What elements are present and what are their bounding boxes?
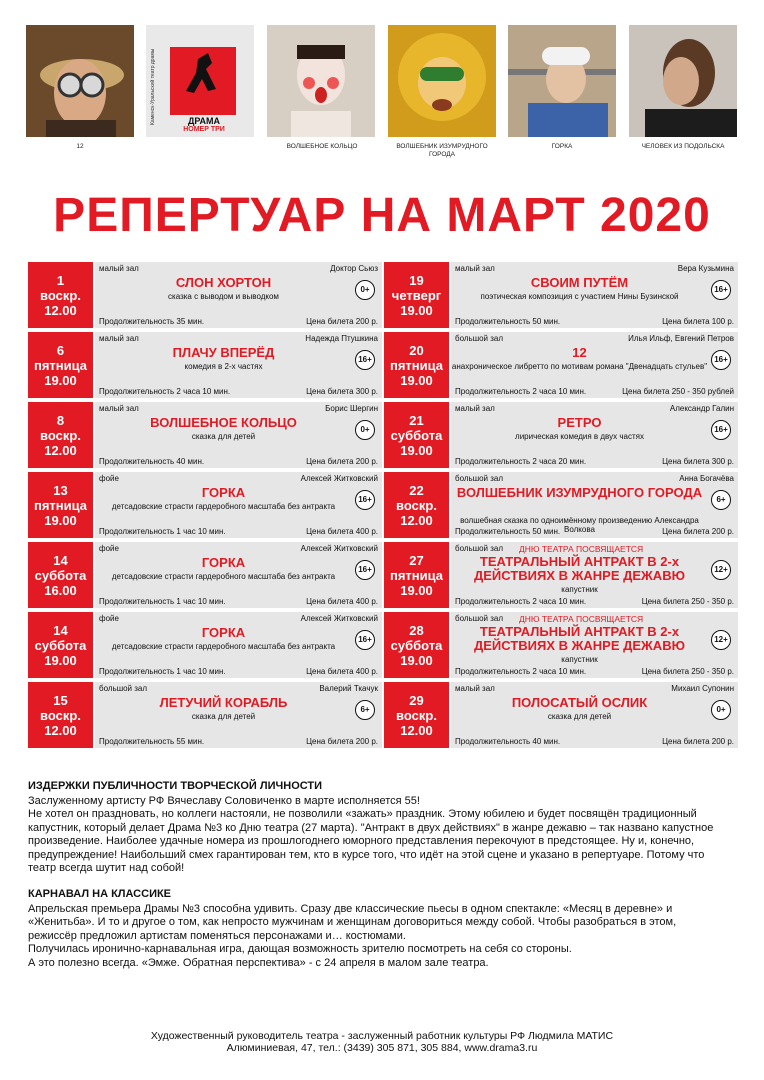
boy-slide-photo bbox=[508, 25, 616, 137]
age-rating-badge: 12+ bbox=[711, 560, 731, 580]
performance-date bbox=[28, 682, 93, 748]
age-rating-badge: 16+ bbox=[711, 350, 731, 370]
date-time: 19.00 bbox=[44, 652, 77, 668]
date-weekday: суббота bbox=[390, 637, 443, 653]
performance-info bbox=[451, 262, 738, 328]
article-paragraph: Получилась иронично-карнавальная игра, дающая возможность зрителю посмотреть на себя со стороны. bbox=[28, 943, 572, 955]
date-weekday: воскр. bbox=[40, 287, 81, 303]
venue-label: фойе bbox=[99, 474, 119, 483]
theatre-logo bbox=[146, 25, 254, 137]
author-label: Михаил Супонин bbox=[671, 684, 734, 693]
age-rating-badge: 16+ bbox=[355, 630, 375, 650]
performance-genre: детсадовские страсти гардеробного масштаба без антракта bbox=[111, 572, 336, 581]
photo-caption-3: ВОЛШЕБНОЕ КОЛЬЦО bbox=[286, 143, 358, 150]
performance-date bbox=[384, 682, 449, 748]
date-weekday: пятница bbox=[33, 497, 88, 513]
price-label: Цена билета 250 - 350 р. bbox=[641, 597, 734, 606]
date-time: 19.00 bbox=[400, 302, 433, 318]
performance-date bbox=[28, 332, 93, 398]
performance-date bbox=[28, 402, 93, 468]
performance-row bbox=[384, 472, 738, 538]
date-weekday: четверг bbox=[391, 287, 442, 303]
performance-genre: поэтическая композиция с участием Нины Бузинской bbox=[480, 292, 679, 301]
performance-date bbox=[384, 472, 449, 538]
date-weekday: пятница bbox=[389, 567, 444, 583]
date-time: 19.00 bbox=[400, 442, 433, 458]
performance-info bbox=[95, 682, 382, 748]
venue-label: малый зал bbox=[455, 404, 495, 413]
performance-info bbox=[451, 472, 738, 538]
footer bbox=[0, 1030, 764, 1054]
date-time: 19.00 bbox=[400, 582, 433, 598]
performance-title: ГОРКА bbox=[201, 625, 246, 640]
date-day: 29 bbox=[409, 692, 424, 708]
price-label: Цена билета 200 р. bbox=[306, 457, 378, 466]
date-weekday: суббота bbox=[34, 637, 87, 653]
date-day: 14 bbox=[53, 552, 68, 568]
date-day: 1 bbox=[56, 272, 65, 288]
price-label: Цена билета 400 р. bbox=[306, 667, 378, 676]
performance-info bbox=[95, 402, 382, 468]
footer-contacts: Алюминиевая, 47, тел.: (3439) 305 871, 305 884, www.drama3.ru bbox=[226, 1042, 538, 1054]
performance-title: ТЕАТРАЛЬНЫЙ АНТРАКТ В 2-х ДЕЙСТВИЯХ В ЖАНРЕ ДЕЖАВЮ bbox=[474, 624, 685, 653]
performance-date bbox=[28, 472, 93, 538]
price-label: Цена билета 300 р. bbox=[662, 457, 734, 466]
performance-title: ВОЛШЕБНОЕ КОЛЬЦО bbox=[150, 415, 297, 430]
age-rating-badge: 6+ bbox=[711, 490, 731, 510]
date-weekday: воскр. bbox=[396, 707, 437, 723]
performance-genre: комедия в 2-х частях bbox=[184, 362, 263, 371]
performance-row bbox=[384, 682, 738, 748]
price-label: Цена билета 200 р. bbox=[306, 317, 378, 326]
duration-label: Продолжительность 40 мин. bbox=[99, 457, 205, 466]
article-anniversary bbox=[28, 780, 728, 876]
performance-info bbox=[451, 402, 738, 468]
performance-genre: сказка с выводом и выводком bbox=[168, 292, 279, 301]
venue-label: малый зал bbox=[455, 684, 495, 693]
performance-title: ГОРКА bbox=[201, 555, 246, 570]
page-title: РЕПЕРТУАР НА МАРТ 2020 bbox=[53, 189, 711, 242]
date-day: 14 bbox=[53, 622, 68, 638]
age-rating-badge: 6+ bbox=[355, 700, 375, 720]
price-label: Цена билета 250 - 350 р. bbox=[641, 667, 734, 676]
performance-row bbox=[28, 472, 382, 538]
venue-label: большой зал bbox=[455, 474, 504, 483]
price-label: Цена билета 200 р. bbox=[306, 737, 378, 746]
performance-title: ВОЛШЕБНИК ИЗУМРУДНОГО ГОРОДА bbox=[456, 485, 703, 500]
performance-date bbox=[384, 332, 449, 398]
performance-info bbox=[95, 262, 382, 328]
performance-row bbox=[28, 682, 382, 748]
author-label: Илья Ильф, Евгений Петров bbox=[628, 334, 734, 343]
date-time: 12.00 bbox=[400, 722, 433, 738]
date-day: 27 bbox=[409, 552, 424, 568]
date-time: 16.00 bbox=[44, 582, 77, 598]
footer-director: Художественный руководитель театра - заслуженный работник культуры РФ Людмила МАТИС bbox=[150, 1030, 614, 1042]
venue-label: большой зал bbox=[455, 614, 504, 623]
performance-info bbox=[95, 612, 382, 678]
performance-date bbox=[384, 542, 449, 608]
date-day: 19 bbox=[409, 272, 424, 288]
age-rating-badge: 16+ bbox=[355, 560, 375, 580]
date-time: 12.00 bbox=[44, 302, 77, 318]
price-label: Цена билета 250 - 350 рублей bbox=[622, 387, 734, 396]
date-day: 15 bbox=[53, 692, 68, 708]
photo-caption-5: ГОРКА bbox=[551, 143, 573, 150]
photo-caption-6: ЧЕЛОВЕК ИЗ ПОДОЛЬСКА bbox=[641, 143, 725, 150]
performance-row bbox=[28, 262, 382, 328]
performance-date bbox=[384, 262, 449, 328]
date-day: 20 bbox=[409, 342, 424, 358]
performance-info bbox=[451, 682, 738, 748]
date-day: 22 bbox=[409, 482, 424, 498]
performance-title: СВОИМ ПУТЁМ bbox=[530, 275, 629, 290]
author-label: Надежда Птушкина bbox=[305, 334, 378, 343]
performance-date bbox=[384, 612, 449, 678]
date-day: 8 bbox=[56, 412, 65, 428]
performance-row bbox=[384, 402, 738, 468]
duration-label: Продолжительность 2 часа 10 мин. bbox=[455, 667, 587, 676]
article-paragraph: А это полезно всегда. «Эмже. Обратная перспектива» - с 24 апреля в малом зале театра. bbox=[28, 956, 489, 969]
price-label: Цена билета 100 р. bbox=[662, 317, 734, 326]
performance-title: СЛОН ХОРТОН bbox=[175, 275, 272, 290]
logo-word-nomer: НОМЕР ТРИ bbox=[183, 126, 225, 133]
venue-label: большой зал bbox=[99, 684, 148, 693]
performance-title: РЕТРО bbox=[557, 415, 602, 430]
age-rating-badge: 16+ bbox=[355, 350, 375, 370]
photo-strip bbox=[26, 25, 738, 177]
performance-genre: сказка для детей bbox=[191, 432, 256, 441]
performance-row bbox=[28, 402, 382, 468]
date-day: 13 bbox=[53, 482, 68, 498]
duration-label: Продолжительность 2 часа 10 мин. bbox=[455, 387, 587, 396]
performance-row bbox=[384, 542, 738, 608]
article-heading: ИЗДЕРЖКИ ПУБЛИЧНОСТИ ТВОРЧЕСКОЙ ЛИЧНОСТИ bbox=[28, 780, 323, 792]
performance-title: ТЕАТРАЛЬНЫЙ АНТРАКТ В 2-х ДЕЙСТВИЯХ В ЖАНРЕ ДЕЖАВЮ bbox=[474, 554, 685, 583]
age-rating-badge: 16+ bbox=[711, 420, 731, 440]
date-day: 28 bbox=[409, 622, 424, 638]
date-weekday: пятница bbox=[389, 357, 444, 373]
article-carnival bbox=[28, 888, 728, 970]
author-label: Борис Шергин bbox=[325, 404, 378, 413]
schedule-left-column bbox=[28, 262, 382, 752]
dedication-note: ДНЮ ТЕАТРА ПОСВЯЩАЕТСЯ bbox=[519, 544, 644, 554]
performance-genre: детсадовские страсти гардеробного масштаба без антракта bbox=[111, 642, 336, 651]
author-label: Вера Кузьмина bbox=[677, 264, 734, 273]
performance-info bbox=[95, 472, 382, 538]
performance-row bbox=[384, 332, 738, 398]
performance-row bbox=[384, 612, 738, 678]
author-label: Алексей Житковский bbox=[300, 614, 378, 623]
price-label: Цена билета 200 р. bbox=[662, 737, 734, 746]
performance-date bbox=[28, 542, 93, 608]
clown-girl-photo bbox=[267, 25, 375, 137]
venue-label: большой зал bbox=[455, 544, 504, 553]
duration-label: Продолжительность 2 часа 20 мин. bbox=[455, 457, 587, 466]
venue-label: большой зал bbox=[455, 334, 504, 343]
date-weekday: воскр. bbox=[40, 707, 81, 723]
actress-goggles-photo bbox=[26, 25, 134, 137]
date-day: 21 bbox=[409, 412, 424, 428]
duration-label: Продолжительность 40 мин. bbox=[455, 737, 561, 746]
duration-label: Продолжительность 50 мин. bbox=[455, 527, 561, 536]
article-paragraph: Не хотел он праздновать, но коллеги настояли, не позволили «зажать» праздник. Этому юбилею и будет посвящён традиционный капустник, который делает Драма №3 ко Дню театра (27 марта). "Антракт в двух действиях" в жанре дежавю – так названо капустное произведение. Наиболее удачные номера из прошлогоднего юморного представления перекочуют в предстоящее. Ну и, конечно, предупреждение! Наибольший смех гарантирован тем, кто в курсе того, что идёт на этой сцене и указано в репертуаре. Потому что театр всегда шутит над собой! bbox=[28, 808, 714, 874]
performance-row bbox=[28, 542, 382, 608]
article-paragraph: Заслуженному артисту РФ Вячеславу Соловиченко в марте исполняется 55! bbox=[28, 794, 420, 807]
logo-vertical-text: Каменск-Уральский театр драмы bbox=[150, 48, 156, 125]
performance-date bbox=[28, 612, 93, 678]
price-label: Цена билета 400 р. bbox=[306, 597, 378, 606]
age-rating-badge: 0+ bbox=[355, 420, 375, 440]
performance-date bbox=[384, 402, 449, 468]
date-weekday: пятница bbox=[33, 357, 88, 373]
performance-genre: капустник bbox=[561, 655, 598, 664]
date-time: 12.00 bbox=[44, 442, 77, 458]
date-time: 12.00 bbox=[400, 512, 433, 528]
performance-title: ГОРКА bbox=[201, 485, 246, 500]
duration-label: Продолжительность 2 часа 10 мин. bbox=[455, 597, 587, 606]
performance-row bbox=[28, 612, 382, 678]
performance-genre: анахроническое либретто по мотивам романа "Двенадцать стульев" bbox=[451, 362, 708, 371]
date-weekday: воскр. bbox=[40, 427, 81, 443]
duration-label: Продолжительность 1 час 10 мин. bbox=[99, 527, 226, 536]
duration-label: Продолжительность 1 час 10 мин. bbox=[99, 667, 226, 676]
author-label: Александр Галин bbox=[669, 404, 734, 413]
price-label: Цена билета 200 р. bbox=[662, 527, 734, 536]
logo-word-drama: ДРАМА bbox=[187, 116, 221, 126]
author-label: Доктор Сьюз bbox=[330, 264, 378, 273]
logo-wordmark bbox=[172, 117, 236, 134]
photo-caption-4: ВОЛШЕБНИК ИЗУМРУДНОГО ГОРОДА bbox=[396, 143, 488, 158]
performance-genre: лирическая комедия в двух частях bbox=[515, 432, 644, 441]
schedule-right-column bbox=[384, 262, 738, 752]
date-time: 12.00 bbox=[44, 722, 77, 738]
article-paragraph: Апрельская премьера Драмы №3 способна удивить. Сразу две классические пьесы в одном спектакле: «Месяц в деревне» и «Женитьба». И то и другое о том, как непросто мужчинам и женщинам договориться между собой. Чтобы разобраться в этом, режиссёр предложил артистам поменяться персонажами и… костюмами. bbox=[28, 902, 677, 942]
venue-label: фойе bbox=[99, 614, 119, 623]
performance-title: ПОЛОСАТЫЙ ОСЛИК bbox=[511, 695, 648, 710]
venue-label: фойе bbox=[99, 544, 119, 553]
age-rating-badge: 12+ bbox=[711, 630, 731, 650]
date-time: 19.00 bbox=[400, 372, 433, 388]
venue-label: малый зал bbox=[99, 264, 139, 273]
lion-costume-photo bbox=[388, 25, 496, 137]
venue-label: малый зал bbox=[99, 334, 139, 343]
performance-genre: сказка для детей bbox=[547, 712, 612, 721]
age-rating-badge: 0+ bbox=[711, 700, 731, 720]
date-weekday: воскр. bbox=[396, 497, 437, 513]
performance-genre: капустник bbox=[561, 585, 598, 594]
author-label: Алексей Житковский bbox=[300, 474, 378, 483]
performance-date bbox=[28, 262, 93, 328]
bearded-man-photo bbox=[629, 25, 737, 137]
performance-row bbox=[384, 262, 738, 328]
duration-label: Продолжительность 55 мин. bbox=[99, 737, 205, 746]
author-label: Алексей Житковский bbox=[300, 544, 378, 553]
date-time: 19.00 bbox=[44, 512, 77, 528]
article-heading: КАРНАВАЛ НА КЛАССИКЕ bbox=[28, 888, 172, 900]
duration-label: Продолжительность 35 мин. bbox=[99, 317, 205, 326]
price-label: Цена билета 400 р. bbox=[306, 527, 378, 536]
date-day: 6 bbox=[56, 342, 65, 358]
age-rating-badge: 16+ bbox=[711, 280, 731, 300]
photo-caption-1: 12 bbox=[76, 143, 84, 150]
performance-title: 12 bbox=[572, 345, 587, 360]
performance-info bbox=[95, 332, 382, 398]
duration-label: Продолжительность 1 час 10 мин. bbox=[99, 597, 226, 606]
performance-title: ПЛАЧУ ВПЕРЁД bbox=[172, 345, 275, 360]
performance-genre: волшебная сказка по одноимённому произведению Александра Волкова bbox=[460, 516, 699, 534]
age-rating-badge: 0+ bbox=[355, 280, 375, 300]
date-weekday: суббота bbox=[34, 567, 87, 583]
author-label: Анна Богачёва bbox=[679, 474, 734, 483]
date-time: 19.00 bbox=[400, 652, 433, 668]
venue-label: малый зал bbox=[99, 404, 139, 413]
venue-label: малый зал bbox=[455, 264, 495, 273]
price-label: Цена билета 300 р. bbox=[306, 387, 378, 396]
performance-row bbox=[28, 332, 382, 398]
duration-label: Продолжительность 50 мин. bbox=[455, 317, 561, 326]
author-label: Валерий Ткачук bbox=[319, 684, 378, 693]
performance-info bbox=[95, 542, 382, 608]
performance-info bbox=[451, 542, 738, 608]
date-weekday: суббота bbox=[390, 427, 443, 443]
age-rating-badge: 16+ bbox=[355, 490, 375, 510]
date-time: 19.00 bbox=[44, 372, 77, 388]
dedication-note: ДНЮ ТЕАТРА ПОСВЯЩАЕТСЯ bbox=[519, 614, 644, 624]
performance-title: ЛЕТУЧИЙ КОРАБЛЬ bbox=[159, 695, 288, 710]
performance-info bbox=[451, 332, 738, 398]
performance-info bbox=[451, 612, 738, 678]
duration-label: Продолжительность 2 часа 10 мин. bbox=[99, 387, 231, 396]
performance-genre: сказка для детей bbox=[191, 712, 256, 721]
performance-genre: детсадовские страсти гардеробного масштаба без антракта bbox=[111, 502, 336, 511]
